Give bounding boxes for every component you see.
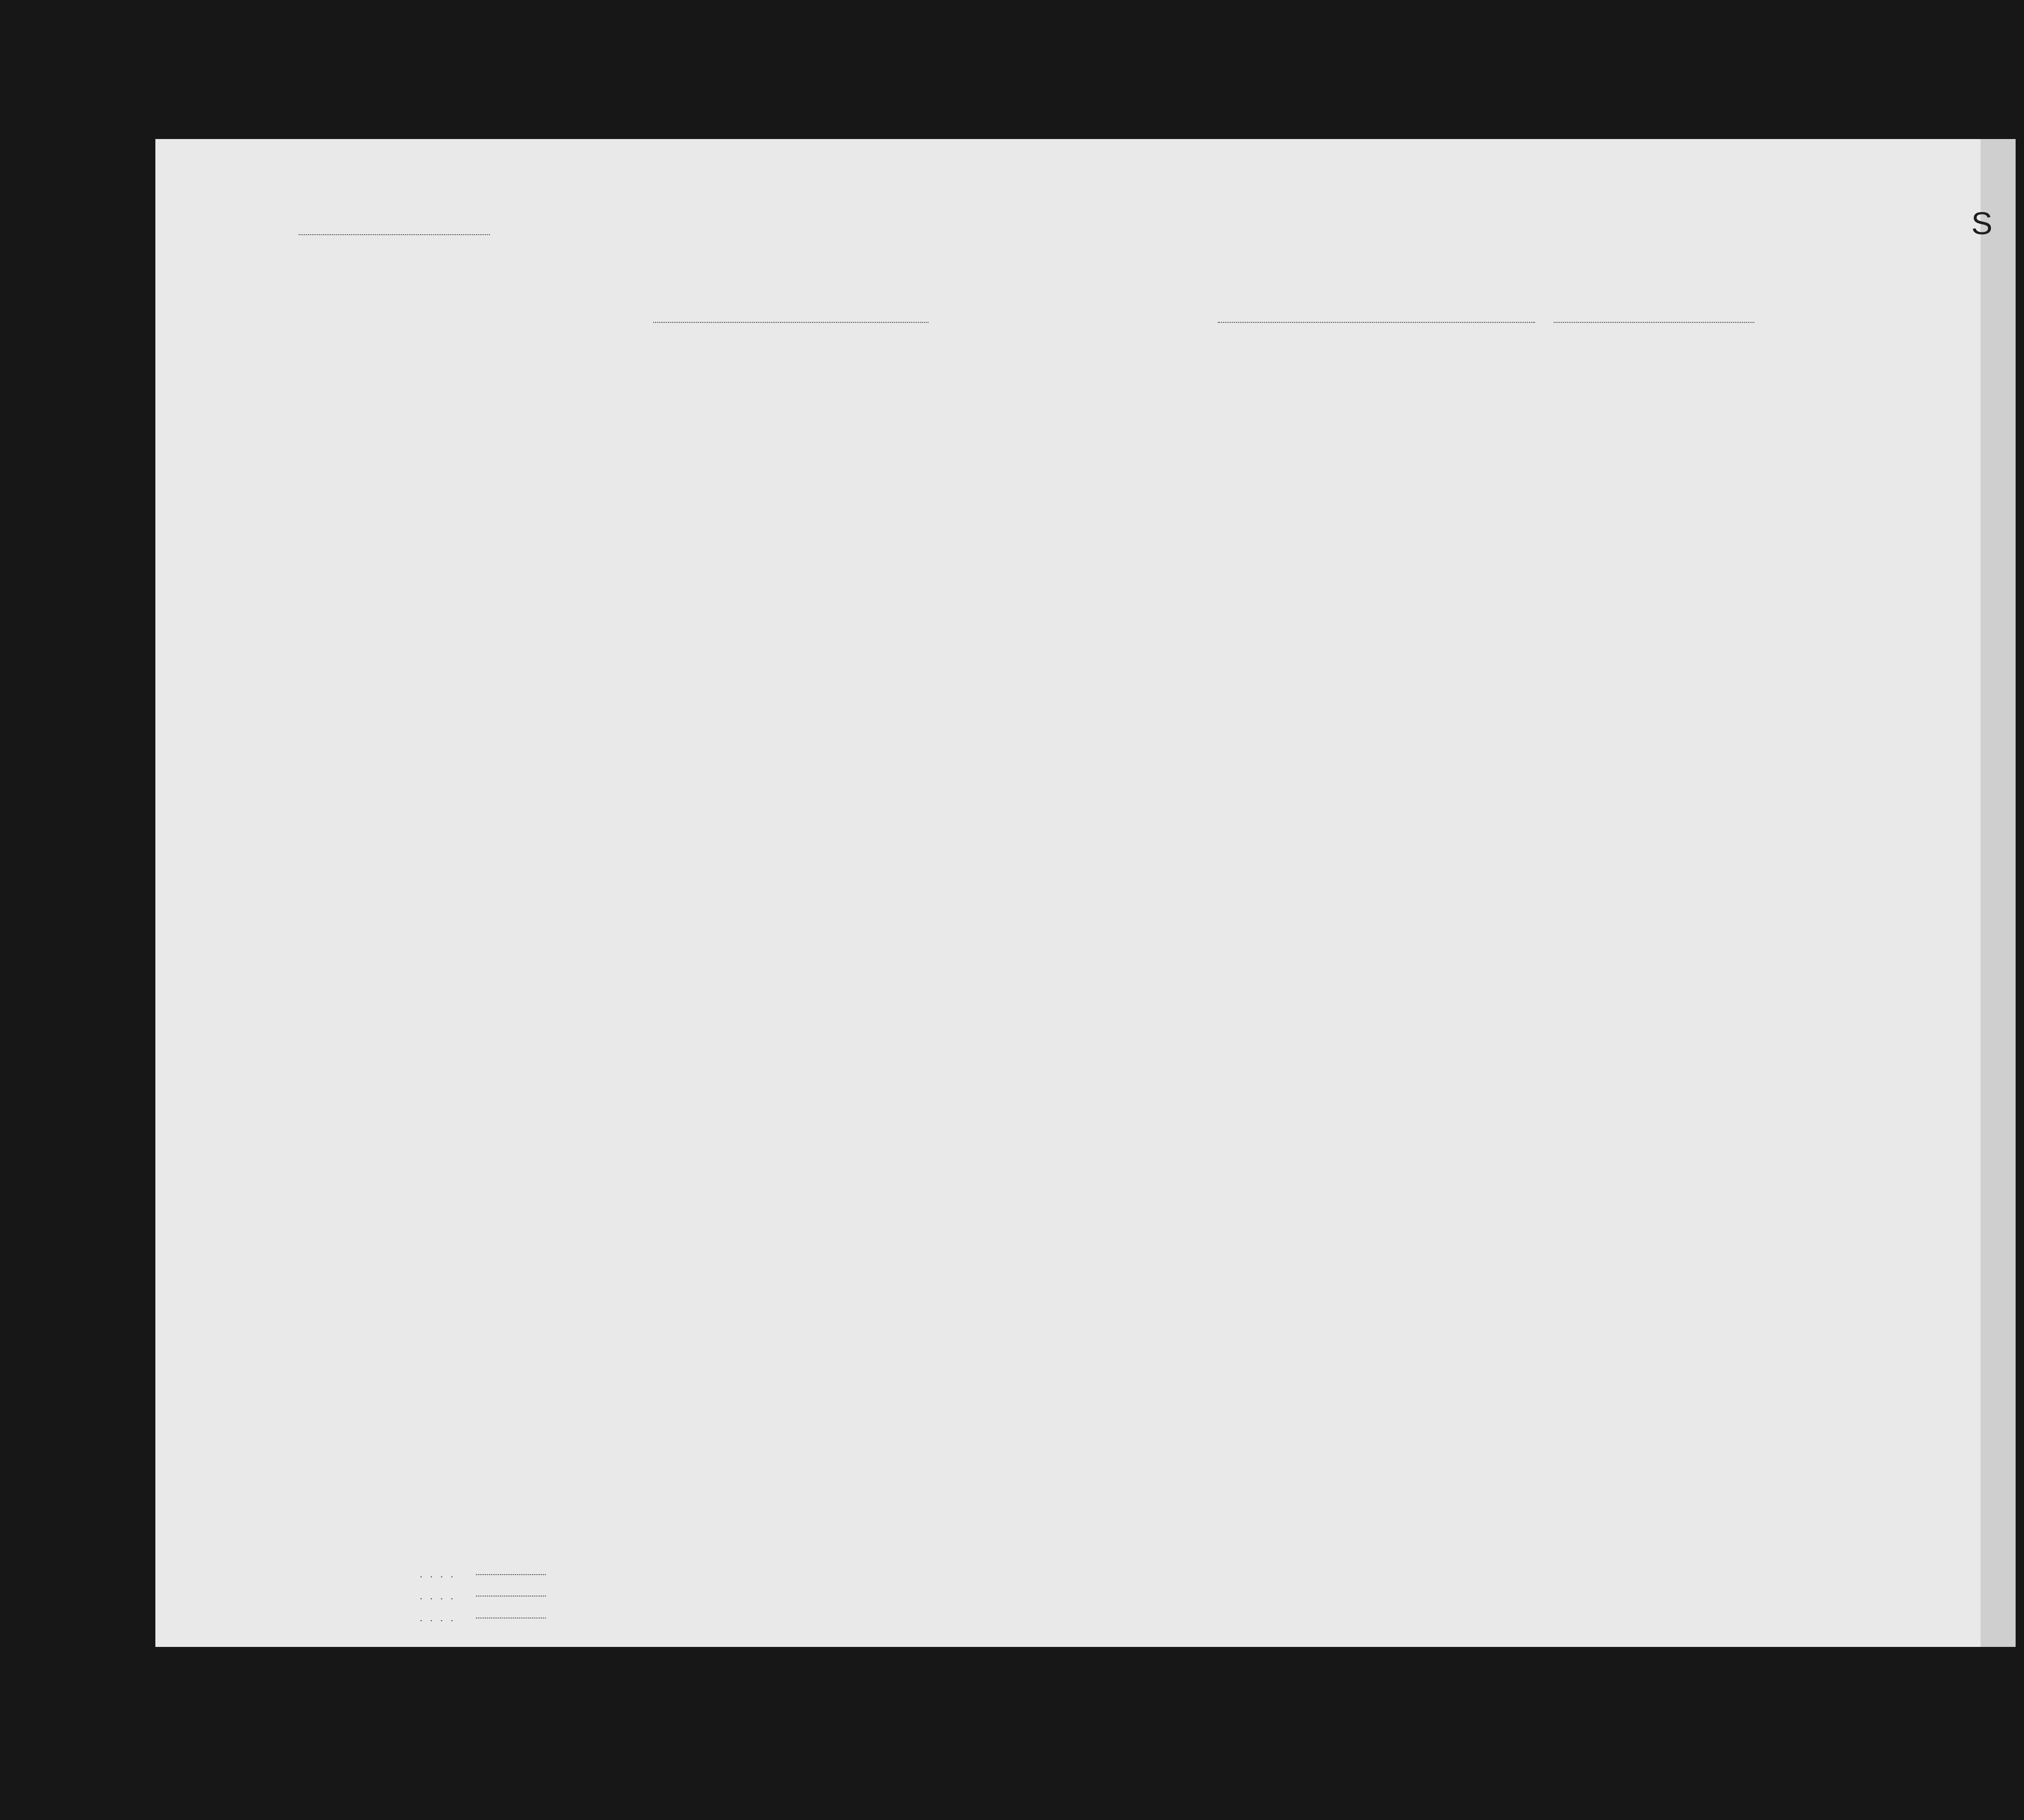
footer-leaders: . . . . . . . . . . . . [420,1569,456,1624]
total-line [476,1574,546,1575]
title-cutoff-letter: S [1971,206,1993,241]
citizens-line [476,1596,546,1597]
